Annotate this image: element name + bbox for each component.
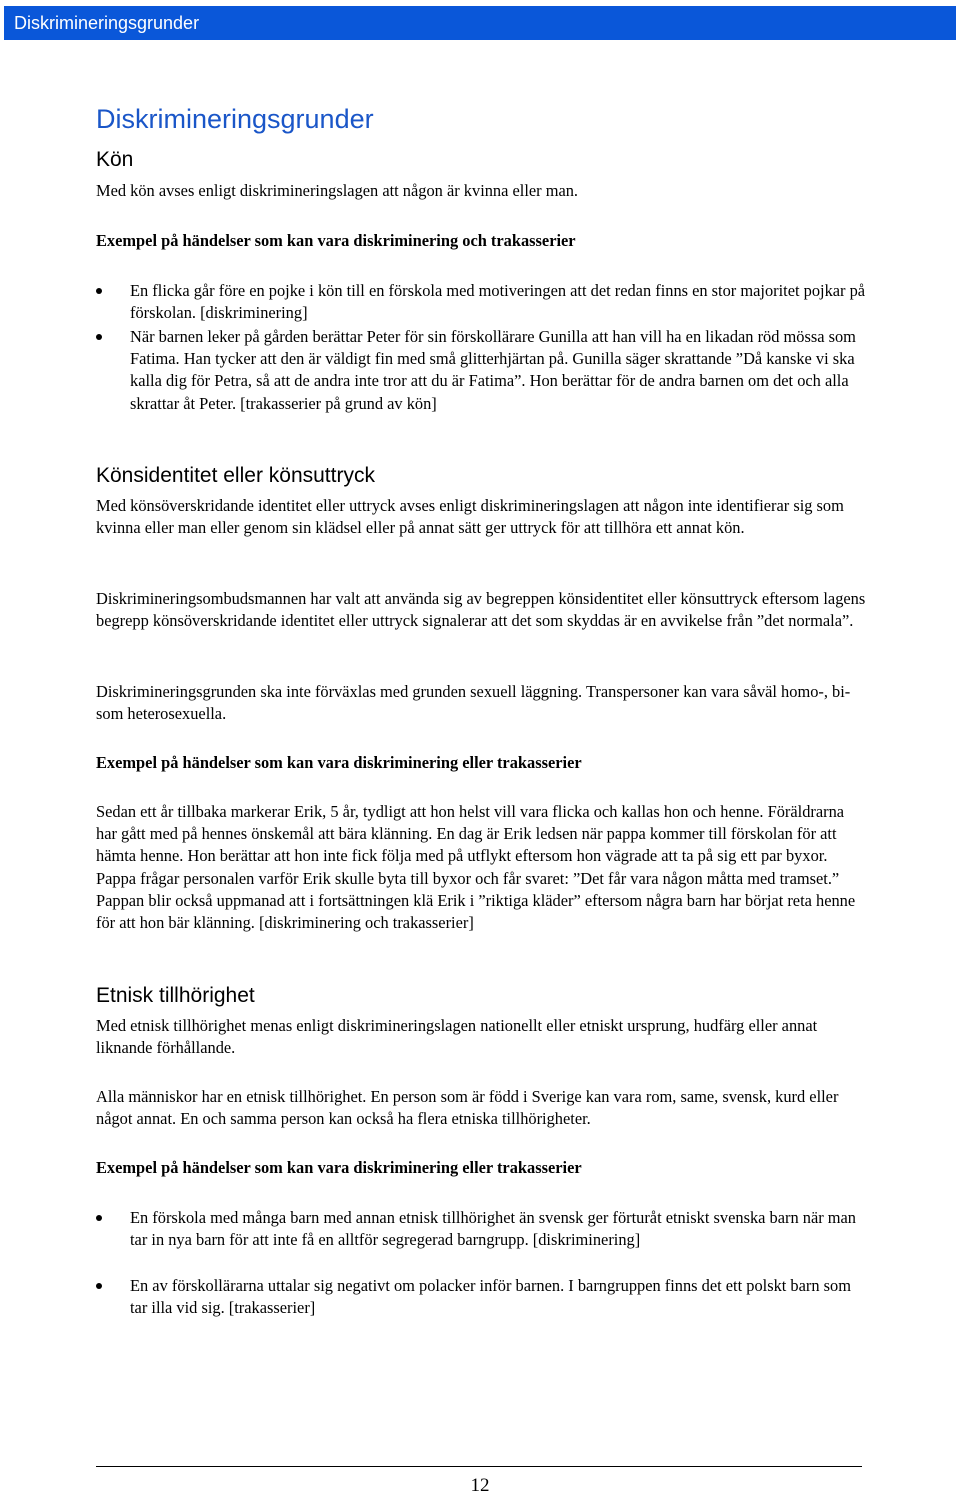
kon-examples-heading: Exempel på händelser som kan vara diskriminering och trakasserier xyxy=(96,231,576,250)
list-item: En flicka går före en pojke i kön till en förskola med motiveringen att det redan finns en stor majoritet pojkar på förskolan. [diskriminering] xyxy=(130,281,866,323)
konsidentitet-examples-heading: Exempel på händelser som kan vara diskriminering eller trakasserier xyxy=(96,753,582,772)
etnisk-examples-heading: Exempel på händelser som kan vara diskriminering eller trakasserier xyxy=(96,1158,582,1177)
section-heading-konsidentitet: Könsidentitet eller könsuttryck xyxy=(96,464,375,487)
section-heading-etnisk: Etnisk tillhörighet xyxy=(96,984,255,1007)
etnisk-paragraph-2: Alla människor har en etnisk tillhörighet. En person som är född i Sverige kan vara rom, same, svensk, kurd eller något annat. En och samma person kan också ha flera etniska tillhörigheter. xyxy=(96,1087,839,1129)
section-heading-kon: Kön xyxy=(96,148,134,171)
list-item: När barnen leker på gården berättar Peter för sin förskollärare Gunilla att han vill ha en likadan röd mössa som Fatima. Han tycker att den är väldigt fin med små glitterhjärtan på. Gunilla säger skrattande ”Då kanske vi ska kalla dig för Petra, så att de andra inte tror att du är Fatima”. Hon berättar för de andra barnen om det och alla skrattar åt Peter. [trakasserier på grund av kön] xyxy=(130,327,856,413)
header-title: Diskrimineringsgrunder xyxy=(14,13,200,33)
bullet-icon xyxy=(96,334,102,340)
list-item: En förskola med många barn med annan etnisk tillhörighet än svensk ger förturåt etniskt svenska barn när man tar in nya barn för att inte få en alltför segregerad barngrupp. [diskriminering] xyxy=(130,1208,856,1250)
etnisk-paragraph-1: Med etnisk tillhörighet menas enligt diskrimineringslagen nationellt eller etniskt ursprung, hudfärg eller annat liknande förhållande. xyxy=(96,1016,818,1058)
page-title: Diskrimineringsgrunder xyxy=(96,104,374,134)
footer-divider xyxy=(96,1466,862,1467)
bullet-icon xyxy=(96,1215,102,1221)
bullet-icon xyxy=(96,1283,102,1289)
konsidentitet-example: Sedan ett år tillbaka markerar Erik, 5 år, tydligt att hon helst vill vara flicka och kallas hon och henne. Föräldrarna har gått med på hennes önskemål att bära klänning. En dag är Erik ledsen när pappa kommer till förskolan för att hämta henne. Hon berättar att hon inte fick följa med på utflykt eftersom hon vägrade att ta på sig ett par byxor. Pappa frågar personalen varför Erik skulle byta till byxor och får svaret: ”Det får vara någon måtta med tramset.” Pappan blir också uppmanad att i fortsättningen klä Erik i ”riktiga kläder” eftersom några barn har börjat reta henne för att hon bär klänning. [diskriminering och trakasserier] xyxy=(96,802,856,933)
kon-definition: Med kön avses enligt diskrimineringslagen att någon är kvinna eller man. xyxy=(96,181,579,200)
konsidentitet-paragraph-2: Diskrimineringsombudsmannen har valt att använda sig av begreppen könsidentitet eller könsuttryck eftersom lagens begrepp könsöverskridande identitet eller uttryck signalerar att det som skyddas är en avvikelse från ”det normala”. xyxy=(96,589,866,631)
header-bar xyxy=(4,6,956,40)
bullet-icon xyxy=(96,288,102,294)
konsidentitet-paragraph-3: Diskrimineringsgrunden ska inte förväxlas med grunden sexuell läggning. Transpersoner kan vara såväl homo-, bi- som heterosexuella. xyxy=(96,682,851,724)
list-item: En av förskollärarna uttalar sig negativt om polacker inför barnen. I barngruppen finns det ett polskt barn som tar illa vid sig. [trakasserier] xyxy=(130,1276,851,1318)
page-number: 12 xyxy=(470,1475,490,1496)
konsidentitet-paragraph-1: Med könsöverskridande identitet eller uttryck avses enligt diskrimineringslagen att någon inte identifierar sig som kvinna eller man eller genom sin klädsel eller på annat sätt ger uttryck för att tillhöra ett annat kön. xyxy=(96,496,844,538)
